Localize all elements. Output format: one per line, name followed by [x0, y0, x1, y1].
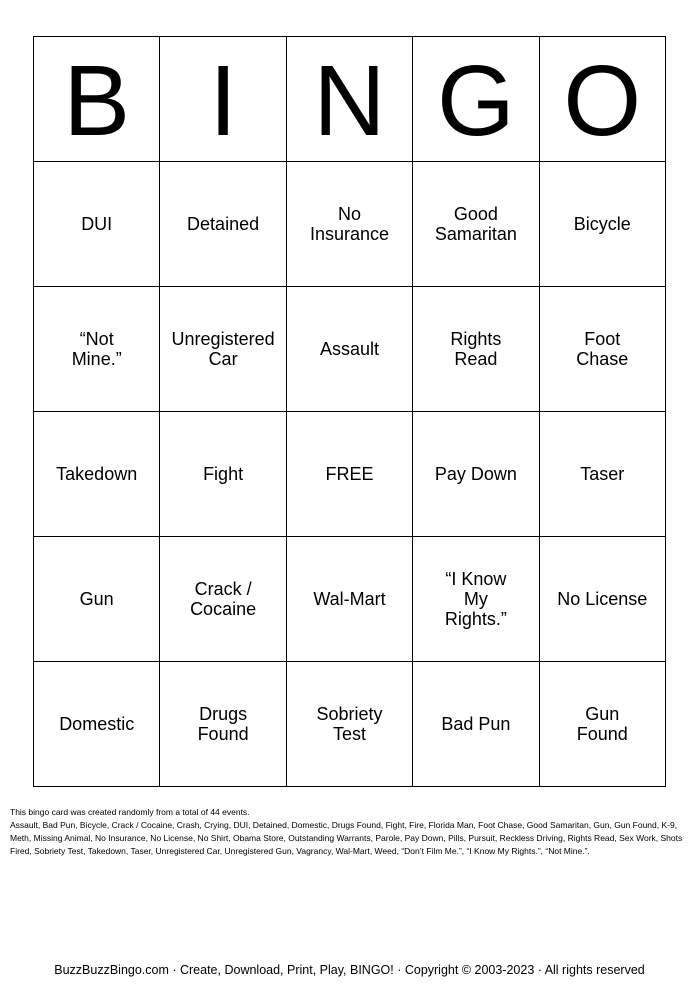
cell-text: “Not Mine.”	[71, 329, 122, 369]
header-letter-b: B	[34, 37, 160, 162]
bingo-cell	[34, 537, 160, 662]
cell-text: Bicycle	[573, 214, 631, 234]
bingo-row	[34, 662, 666, 787]
bingo-cell	[34, 287, 160, 412]
cell-text: DUI	[81, 214, 113, 234]
cell-text: Gun	[79, 589, 114, 609]
cell-text: Assault	[319, 339, 379, 359]
cell-text: Foot Chase	[576, 329, 629, 369]
cell-text: Gun Found	[576, 704, 628, 744]
note-event-list: Assault, Bad Pun, Bicycle, Crack / Cocaine, Crash, Crying, DUI, Detained, Domestic, Drugs Found, Fight, Fire, Florida Man, Foot Chase, Good Samaritan, Gun, Gun Found, K-9, Meth, Missing Animal, No Insurance, No License, No Shirt, Obama Store, Outstanding Warrants, Parole, Pay Down, Pills, Pursuit, Reckless Driving, Rights Read, Sex Work, Shots Fired, Sobriety Test, Takedown, Taser, Unregistered Car, Unregistered Gun, Vagrancy, Wal-Mart, Weed, “Don’t Film Me.”, “I Know My Rights.”, “Not Mine.”.	[10, 820, 683, 856]
bingo-cell	[539, 412, 665, 537]
bingo-cell	[286, 537, 412, 662]
cell-text: Taser	[580, 464, 625, 484]
bingo-header-row	[34, 37, 666, 162]
cell-text: Fight	[203, 464, 244, 484]
note-intro: This bingo card was created randomly from a total of 44 events.	[10, 807, 250, 817]
bingo-row	[34, 412, 666, 537]
bingo-cell	[539, 662, 665, 787]
cell-text: Domestic	[59, 714, 135, 734]
footer-credit: BuzzBuzzBingo.com · Create, Download, Print, Play, BINGO! · Copyright © 2003-2023 · All rights reserved	[54, 963, 645, 977]
cell-text: Drugs Found	[197, 704, 249, 744]
header-letter-g: G	[413, 37, 539, 162]
cell-text: “I Know My Rights.”	[444, 569, 507, 629]
bingo-row	[34, 287, 666, 412]
bingo-cell	[286, 162, 412, 287]
bingo-cell	[160, 412, 286, 537]
bingo-row	[34, 537, 666, 662]
bingo-cell	[286, 287, 412, 412]
cell-text: Detained	[187, 214, 260, 234]
header-letter-n: N	[286, 37, 412, 162]
cell-text: Rights Read	[450, 329, 502, 369]
cell-text: Good Samaritan	[434, 204, 517, 244]
bingo-cell	[539, 287, 665, 412]
bingo-cell	[286, 662, 412, 787]
header-letter-i: I	[160, 37, 286, 162]
bingo-cell	[413, 537, 539, 662]
bingo-cell	[413, 287, 539, 412]
cell-text: Takedown	[56, 464, 138, 484]
cell-text: No License	[557, 589, 648, 609]
bingo-row	[34, 162, 666, 287]
cell-text: Wal-Mart	[313, 589, 386, 609]
cell-text: Crack / Cocaine	[190, 579, 257, 619]
bingo-cell	[160, 162, 286, 287]
bingo-cell	[413, 162, 539, 287]
bingo-cell	[539, 537, 665, 662]
cell-text: Unregistered Car	[171, 329, 275, 369]
bingo-cell	[160, 537, 286, 662]
bingo-cell	[34, 412, 160, 537]
free-space-text: FREE	[325, 464, 374, 484]
bingo-cell	[34, 662, 160, 787]
cell-text: Bad Pun	[441, 714, 511, 734]
bingo-cell	[539, 162, 665, 287]
free-space-cell	[286, 412, 412, 537]
bingo-cell	[34, 162, 160, 287]
card-note	[10, 806, 690, 858]
bingo-card	[33, 36, 666, 787]
header-letter-o: O	[539, 37, 665, 162]
cell-text: Pay Down	[434, 464, 517, 484]
bingo-cell	[413, 412, 539, 537]
cell-text: No Insurance	[309, 204, 389, 244]
bingo-cell	[160, 287, 286, 412]
cell-text: Sobriety Test	[316, 704, 383, 744]
bingo-cell	[413, 662, 539, 787]
bingo-cell	[160, 662, 286, 787]
